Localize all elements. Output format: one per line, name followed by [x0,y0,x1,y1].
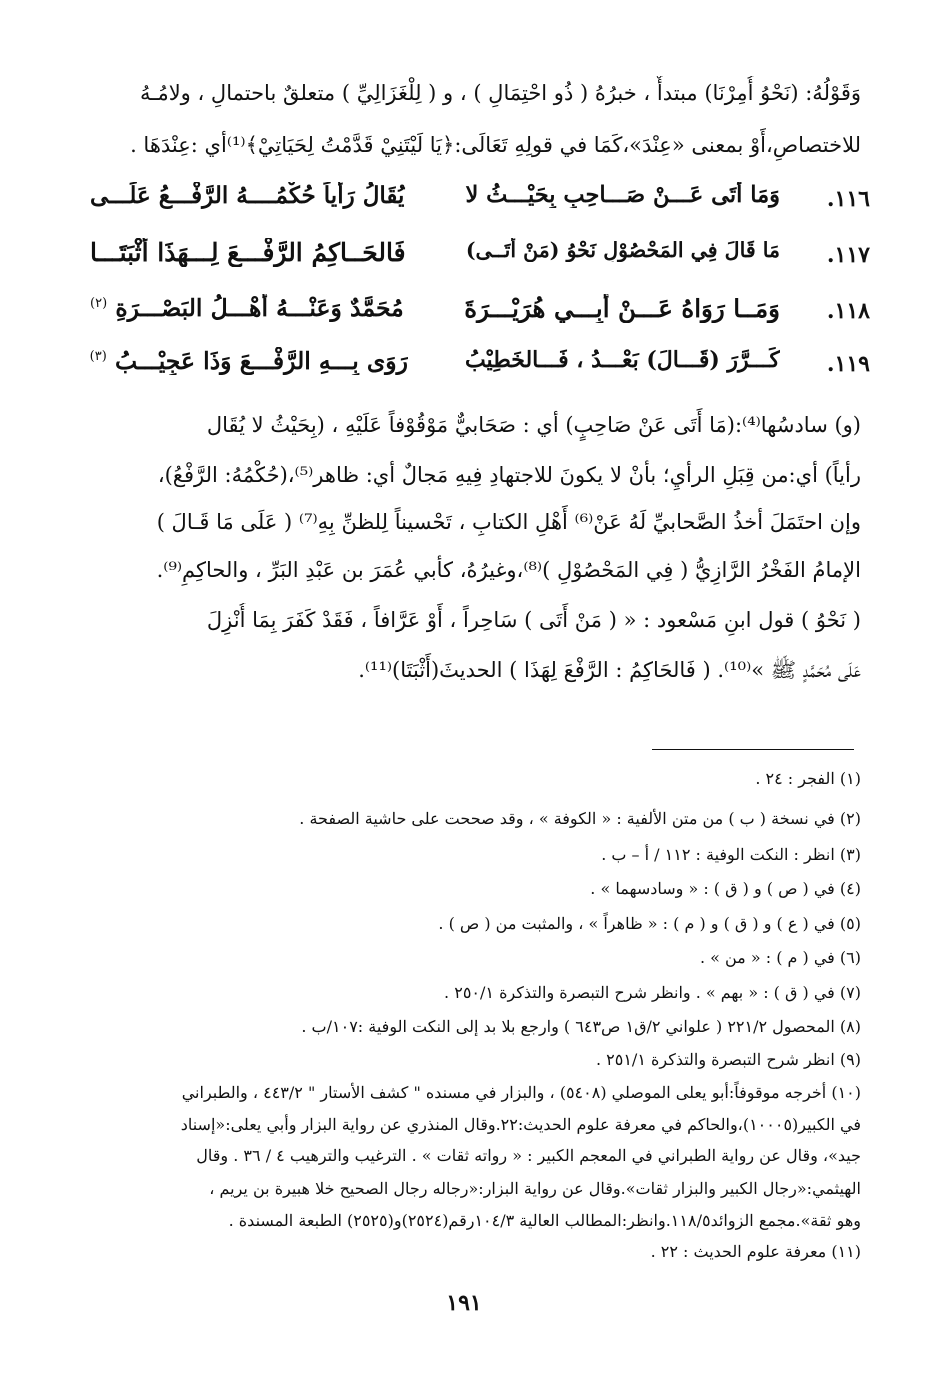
verse-number: ١١٩. [826,351,870,377]
verse-first-hemistich: كَـــرَّرَ (قَـــالَ) بَعْـــدُ ، فَـــالخَطِيْبُ [464,347,780,373]
commentary-line: رأياً) أي:من قِبَلِ الرأيِ؛ بأنْ لا يكونَ للاجتهادِ فِيهِ مَجالٌ أي: ظاهر⁽⁵⁾،(حُكْمُهُ: الرَّفْعُ)، [157,463,861,487]
footnote: (٥) في ( ع ) و ( ق ) و ( م ) : « ظاهراً » ، والمثبت من ( ص ) . [438,914,861,933]
verse-row [90,343,870,393]
footnote: (٧) في ( ق ) : « بهم » . وانظر شرح التبصرة والتذكرة ٢٥٠/١ . [444,983,861,1002]
footnote: (٩) انظر شرح التبصرة والتذكرة ٢٥١/١ . [595,1050,861,1069]
verse-second-hemistich [90,238,408,267]
commentary-line: وإن احتَمَلَ أخذُ الصَّحابيِّ لَهُ عَنْ⁽⁶⁾ أَهْلِ الكتابِ ، تَحْسيناً لِلظنِّ بِهِ⁽⁷⁾ ( عَلَى مَا قَـالَ ) [156,510,861,534]
paragraph-line: وَقَوْلُهُ: (نَحْوُ أُمِرْنَا) مبتدأٌ ، خبرُهُ ( ذُو احْتِمَالِ ) ، و ( لِلْغَزَالِيِّ ) متعلقٌ باحتمالِ ، ولامُـهُ [140,81,861,105]
footnote-continuation: الهيثمي:«رجال الكبير والبزار ثقات».وقال عن رواية البزار:«رجاله رجال الصحيح خلا هبيرة بن يريم ، [209,1179,861,1198]
footnote-ref: (٢) [90,296,108,312]
footnote: (٤) في ( ص ) و ( ق ) : « وسادسهما » . [590,879,861,898]
commentary-line: الإمامُ الفَخْرُ الرَّازِيُّ ( فِي المَحْصُوْلِ )⁽⁸⁾،وغيرُهُ، كأبي عُمَرَ بن عَبْدِ البَرِّ ، والحاكِمِ⁽⁹⁾. [156,558,861,582]
footnote-continuation: في الكبير(١٠٠٠٥)،والحاكم في معرفة علوم الحديث:٢٢.وقال المنذري عن رواية البزار وأبي يعلى:«إسناد [180,1115,861,1134]
verse-second-text: يُقَالُ رَأياً حُكْمُــــهُ الرَّفْـــعُ عَلَـــى [90,182,405,209]
verse-first-hemistich: وَمَا أَتَى عَـــنْ صَـــاحِبٍ بِحَيْـــثُ لا [465,182,780,208]
commentary-line: عَلَى مُحَمَّدٍ ﷺ »⁽¹⁰⁾. ( فَالحَاكِمُ : الرَّفْعَ لِهَذَا ) الحديثَ(أَثْبَتَا)⁽¹¹⁾. [358,658,861,682]
verse-first-hemistich: مَا قَالَ فِي المَحْصُوْلِ نَحْوُ (مَنْ أَتَــى) [465,238,780,262]
verse-row [90,234,870,284]
footnote-separator [652,749,854,750]
footnote: (١٠) أخرجه موقوفاً:أبو يعلى الموصلي (٥٤٠٨) ، والبزار في مسنده " كشف الأستار " ٤٤٣/٢ ، والطبراني [181,1083,861,1102]
verse-row [90,290,870,340]
verse-second-text: مُحَمَّدٌ وَعَنْـــهُ أَهْـــلُ البَصْـــرَةِ [115,294,404,322]
footnote-continuation: جيد»، وقال عن رواية الطبراني في المعجم الكبير : « رواته ثقات » . الترغيب والترهيب ٤ / ٣٦ . وقال [196,1146,861,1165]
footnote: (٦) في ( م ) : « من » . [699,948,861,967]
footnote: (٢) في نسخة ( ب ) من متن الألفية : « الكوفة » ، وقد صححت على حاشية الصفحة . [299,809,861,828]
footnote: (٨) المحصول ٢٢١/٢ ( علواني ٢/ق١ ص٦٤٣ ) وارجع بلا بد إلى النكت الوفية :١٠٧/ب . [301,1017,861,1036]
paragraph-line: للاختصاصِ،أَوْ بمعنى «عِنْدَ»،كَمَا في قولِهِ تَعَالَى:﴿يَا لَيْتَنِيْ قَدَّمْتُ لِحَيَاتِيْ﴾⁽¹⁾أي :عِنْدَهَا . [130,133,861,157]
verse-number: ١١٨. [826,298,870,324]
verse-second-text: فَالحَــاكِمُ الرَّفْـــعَ لِـــهَذَا أَثْبَتَـــا [90,238,406,267]
commentary-line: ( نَحْوُ ) قول ابنِ مَسْعود : « ( مَنْ أَتَى ) سَاحِراً ، أَوْ عَرَّافاً ، فَقَدْ كَفَرَ بِمَا أُنْزِلَ [206,608,861,632]
footnote-ref: (٣) [90,349,107,365]
footnote: (١) الفجر : ٢٤ . [755,769,861,788]
footnote-continuation: وهو ثقة».مجمع الزوائد١١٨/٥.وانظر:المطالب العالية ١٠٤/٣رقم(٢٥٢٤)و(٢٥٢٥) الطبعة المسندة . [228,1211,861,1230]
verse-row [90,178,870,228]
verse-number: ١١٧. [826,242,870,268]
verse-second-hemistich [90,294,408,322]
verse-second-hemistich [90,347,408,375]
page-number: ١٩١ [446,1290,482,1316]
verse-second-hemistich [90,182,408,209]
verse-number: ١١٦. [826,186,870,212]
verse-first-hemistich: وَمَــا رَوَاهُ عَـــنْ أَبِـــي هُرَيْـــرَةَ [464,294,780,323]
commentary-line: (و) سادسُها⁽⁴⁾:(مَا أَتَى عَنْ صَاحِبٍ) أي : صَحَابيٌّ مَوْقُوْفاً عَلَيْهِ ، (بِحَيْثُ لا يُقَال [206,413,861,437]
footnote: (٣) انظر : النكت الوفية : ١١٢ / أ – ب . [601,845,861,864]
verse-second-text: رَوَى بِـــهِ الرَّفْـــعَ وَذَا عَجِيْـــبُ [114,347,408,375]
footnote: (١١) معرفة علوم الحديث : ٢٢ . [650,1242,861,1261]
